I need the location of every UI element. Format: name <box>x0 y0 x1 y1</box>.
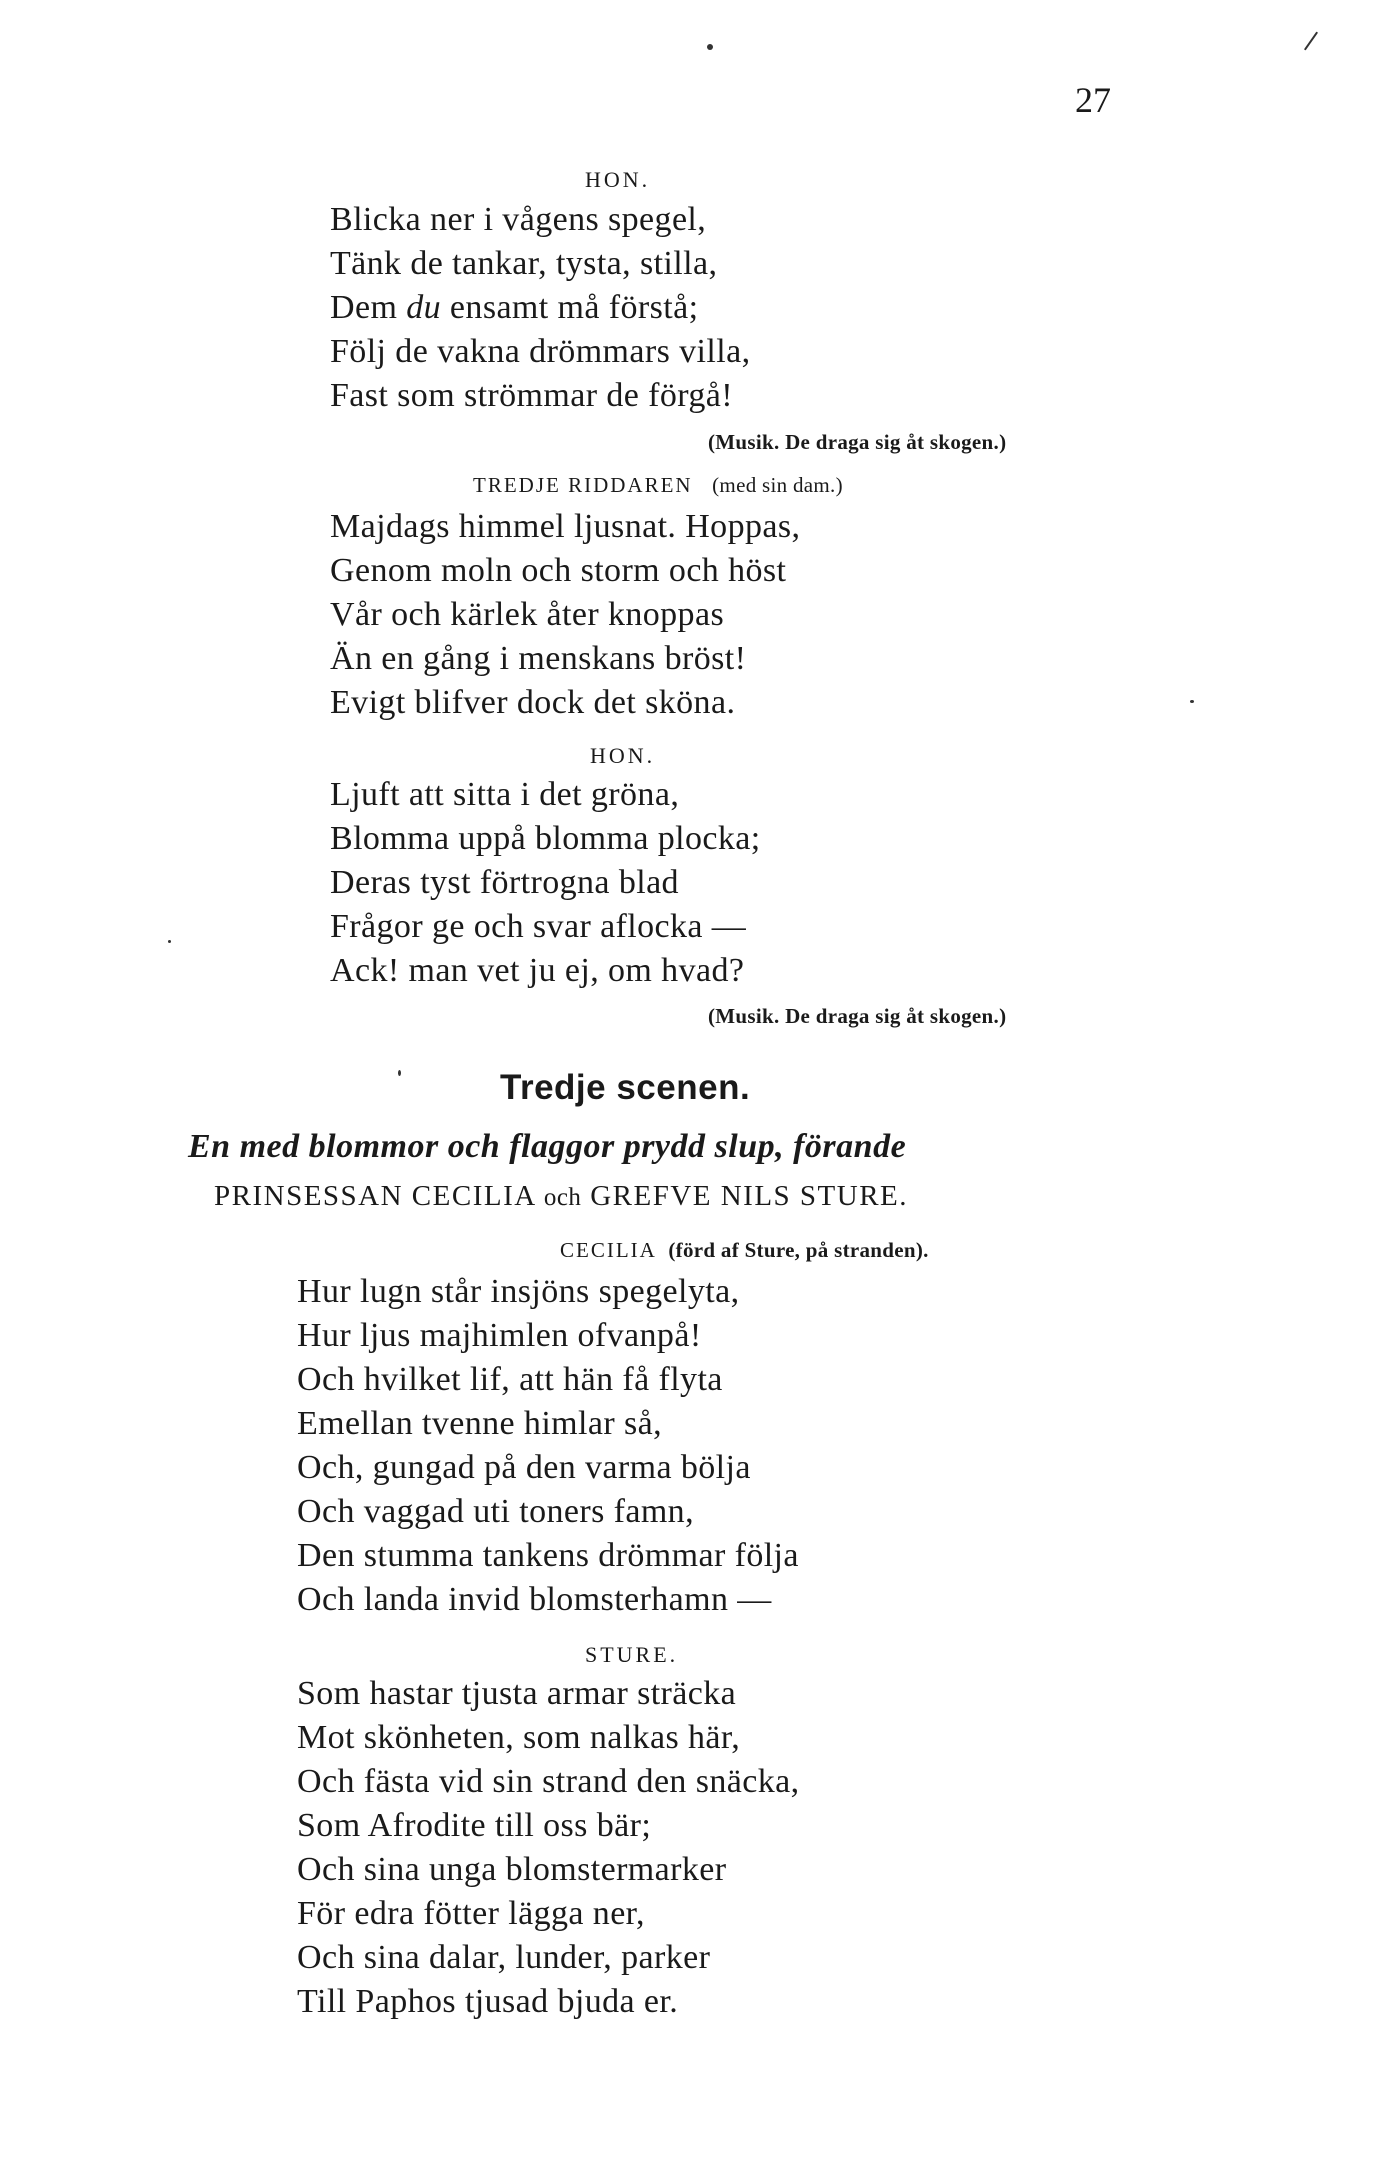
verse-line: Deras tyst förtrogna blad <box>330 864 679 901</box>
verse-line: Blicka ner i vågens spegel, <box>330 201 707 238</box>
verse-hon-1 <box>330 198 750 418</box>
verse-line: Följ de vakna drömmars villa, <box>330 333 751 370</box>
verse-line: Ack! man vet ju ej, om hvad? <box>330 952 745 989</box>
verse-text: Dem <box>330 289 398 326</box>
scene-characters <box>214 1182 908 1211</box>
verse-line: Som Afrodite till oss bär; <box>297 1807 652 1844</box>
speaker-hon-2: HON. <box>590 743 656 768</box>
speaker-tredje-riddaren: TREDJE RIDDAREN <box>473 473 693 497</box>
verse-line: Frågor ge och svar aflocka — <box>330 908 747 945</box>
character-connector: och <box>543 1184 582 1211</box>
speaker-direction: (förd af Sture, på stranden). <box>668 1238 929 1262</box>
verse-line: Hur ljus majhimlen ofvanpå! <box>297 1317 702 1354</box>
verse-line: Och sina dalar, lunder, parker <box>297 1939 711 1976</box>
verse-text: ensamt må förstå; <box>449 289 699 326</box>
verse-cecilia <box>297 1270 799 1622</box>
verse-line: Och vaggad uti toners famn, <box>297 1493 694 1530</box>
verse-line: Hur lugn står insjöns spegelyta, <box>297 1273 740 1310</box>
character-cecilia: PRINSESSAN CECILIA <box>214 1180 536 1212</box>
scene-title: Tredje scenen. <box>500 1068 751 1107</box>
verse-line: Och fästa vid sin strand den snäcka, <box>297 1763 800 1800</box>
page-number: 27 <box>1075 80 1111 120</box>
verse-hon-2 <box>330 773 761 993</box>
verse-line: Blomma uppå blomma plocka; <box>330 820 761 857</box>
stage-direction-2: (Musik. De draga sig åt skogen.) <box>708 1004 1007 1028</box>
speaker-sture: STURE. <box>585 1642 679 1667</box>
verse-line: Tänk de tankar, tysta, stilla, <box>330 245 718 282</box>
scan-speck <box>168 940 171 943</box>
verse-line: Och landa invid blomsterhamn — <box>297 1581 772 1618</box>
verse-line: Majdags himmel ljusnat. Hoppas, <box>330 508 801 545</box>
emphasis-du: du <box>406 289 442 326</box>
character-sture: GREFVE NILS STURE. <box>590 1180 909 1212</box>
verse-line: Som hastar tjusta armar sträcka <box>297 1675 737 1712</box>
verse-line: Och, gungad på den varma bölja <box>297 1449 751 1486</box>
speaker-hon-1: HON. <box>585 167 651 192</box>
scan-speck <box>1190 700 1194 703</box>
verse-line: Fast som strömmar de förgå! <box>330 377 733 414</box>
verse-line: Genom moln och storm och höst <box>330 552 787 589</box>
verse-line: Evigt blifver dock det sköna. <box>330 684 736 721</box>
speaker-cecilia-line <box>560 1240 929 1261</box>
speaker-tredje-riddaren-line <box>473 475 843 496</box>
verse-line: Än en gång i menskans bröst! <box>330 640 747 677</box>
verse-line: Ljuft att sitta i det gröna, <box>330 776 680 813</box>
verse-sture <box>297 1672 800 2024</box>
verse-line: Emellan tvenne himlar så, <box>297 1405 662 1442</box>
verse-line: För edra fötter lägga ner, <box>297 1895 645 1932</box>
scan-speck <box>707 44 713 50</box>
verse-line <box>330 286 750 330</box>
speaker-direction: (med sin dam.) <box>712 473 843 497</box>
verse-tredje-riddaren <box>330 505 800 725</box>
verse-line: Och hvilket lif, att hän få flyta <box>297 1361 723 1398</box>
verse-line: Den stumma tankens drömmar följa <box>297 1537 799 1574</box>
speaker-cecilia: CECILIA <box>560 1238 657 1262</box>
scene-description: En med blommor och flaggor prydd slup, förande <box>188 1128 907 1165</box>
verse-line: Vår och kärlek åter knoppas <box>330 596 725 633</box>
verse-line: Och sina unga blomstermarker <box>297 1851 727 1888</box>
verse-line: Mot skönheten, som nalkas här, <box>297 1719 741 1756</box>
verse-line: Till Paphos tjusad bjuda er. <box>297 1983 679 2020</box>
stage-direction-1: (Musik. De draga sig åt skogen.) <box>708 430 1007 454</box>
scan-speck <box>398 1070 401 1076</box>
scan-speck <box>1304 31 1318 50</box>
